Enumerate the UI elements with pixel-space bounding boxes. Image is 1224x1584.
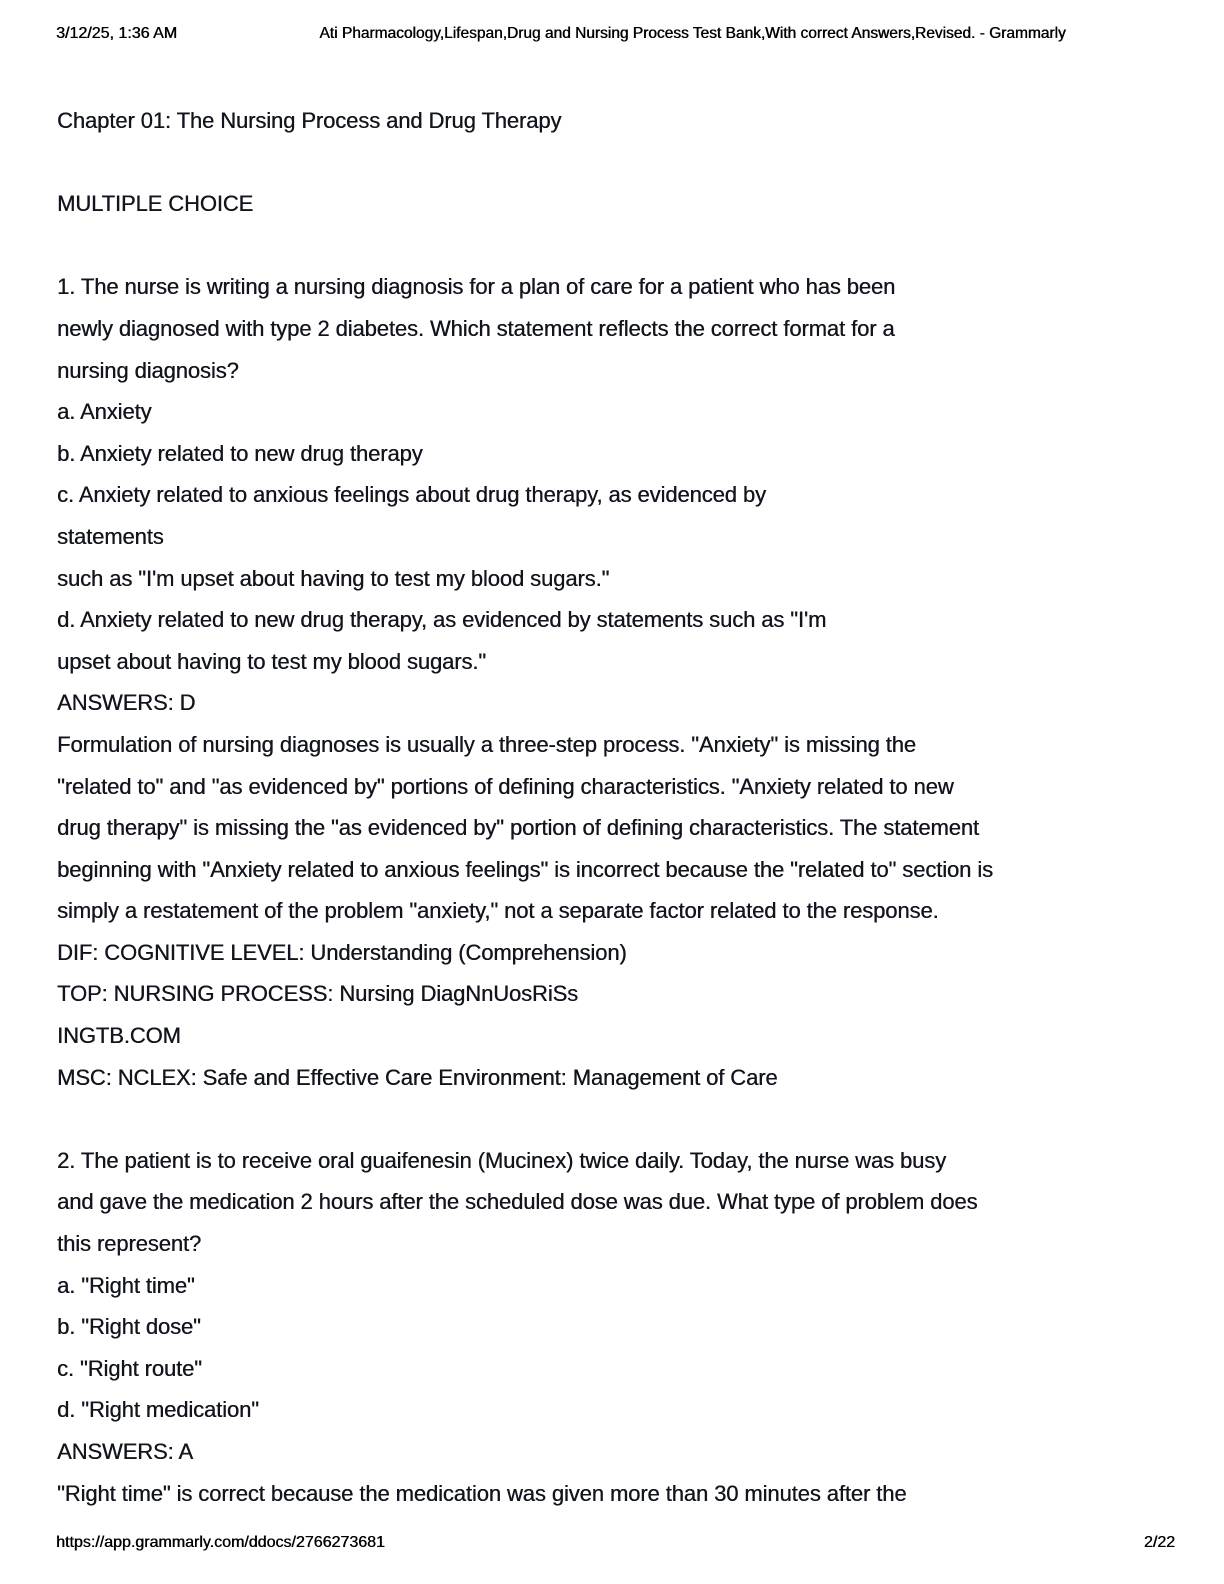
question-1-msc-line: MSC: NCLEX: Safe and Effective Care Environment: Management of Care — [57, 1064, 778, 1090]
question-2-option-a: a. "Right time" — [57, 1272, 195, 1298]
question-1-answer: ANSWERS: D — [57, 690, 196, 716]
question-2-option-d: d. "Right medication" — [57, 1397, 259, 1423]
question-1-option-c-continuation: statements — [57, 523, 164, 549]
section-heading: MULTIPLE CHOICE — [57, 191, 254, 217]
source-url: https://app.grammarly.com/ddocs/2766273681 — [56, 1534, 385, 1551]
spacer-line — [57, 1098, 1200, 1140]
question-1-text-line: nursing diagnosis? — [57, 357, 239, 383]
question-1-option-a: a. Anxiety — [57, 399, 152, 425]
question-2-text-line: and gave the medication 2 hours after the scheduled dose was due. What type of problem does — [57, 1189, 978, 1215]
chapter-title: Chapter 01: The Nursing Process and Drug Therapy — [57, 108, 562, 133]
print-header — [56, 25, 1174, 43]
print-footer — [56, 1534, 1175, 1552]
question-1-rationale-line: Formulation of nursing diagnoses is usually a three-step process. "Anxiety" is missing the — [57, 731, 916, 757]
question-1-dif-line: DIF: COGNITIVE LEVEL: Understanding (Comprehension) — [57, 939, 627, 965]
question-1-text-line: 1. The nurse is writing a nursing diagnosis for a plan of care for a patient who has been — [57, 274, 896, 300]
question-1-text-line: newly diagnosed with type 2 diabetes. Which statement reflects the correct format for a — [57, 315, 895, 341]
question-2-option-b: b. "Right dose" — [57, 1314, 201, 1340]
question-1-option-c: c. Anxiety related to anxious feelings about drug therapy, as evidenced by — [57, 482, 766, 508]
page-number: 2/22 — [1143, 1534, 1175, 1551]
print-timestamp: 3/12/25, 1:36 AM — [56, 25, 177, 42]
question-1-option-d: d. Anxiety related to new drug therapy, as evidenced by statements such as "I'm — [57, 607, 827, 633]
question-2-option-c: c. "Right route" — [57, 1355, 202, 1381]
question-1-rationale-line: beginning with "Anxiety related to anxious feelings" is incorrect because the "related to" section is — [57, 856, 993, 882]
question-1-rationale-line: simply a restatement of the problem "anxiety," not a separate factor related to the response. — [57, 898, 939, 924]
question-2-text-line: 2. The patient is to receive oral guaifenesin (Mucinex) twice daily. Today, the nurse was busy — [57, 1147, 946, 1173]
question-1-rationale-line: "related to" and "as evidenced by" portions of defining characteristics. "Anxiety related to new — [57, 773, 954, 799]
document-body — [57, 100, 1200, 1514]
document-title: Ati Pharmacology,Lifespan,Drug and Nursing Process Test Bank,With correct Answers,Revised. - Grammarly — [319, 25, 1066, 42]
spacer-line — [57, 142, 1200, 184]
spacer-line — [57, 225, 1200, 267]
question-1-option-c-continuation: such as "I'm upset about having to test my blood sugars." — [57, 565, 610, 591]
question-2-rationale-line: "Right time" is correct because the medication was given more than 30 minutes after the — [57, 1480, 907, 1506]
watermark-fragment: INGTB.COM — [57, 1023, 181, 1049]
question-1-option-b: b. Anxiety related to new drug therapy — [57, 440, 423, 466]
question-1-rationale-line: drug therapy" is missing the "as evidenced by" portion of defining characteristics. The statement — [57, 815, 979, 841]
question-2-answer: ANSWERS: A — [57, 1439, 193, 1464]
question-2-text-line: this represent? — [57, 1231, 202, 1257]
question-1-top-line: TOP: NURSING PROCESS: Nursing DiagNnUosRiSs — [57, 981, 578, 1007]
question-1-option-d-continuation: upset about having to test my blood sugars." — [57, 648, 487, 674]
